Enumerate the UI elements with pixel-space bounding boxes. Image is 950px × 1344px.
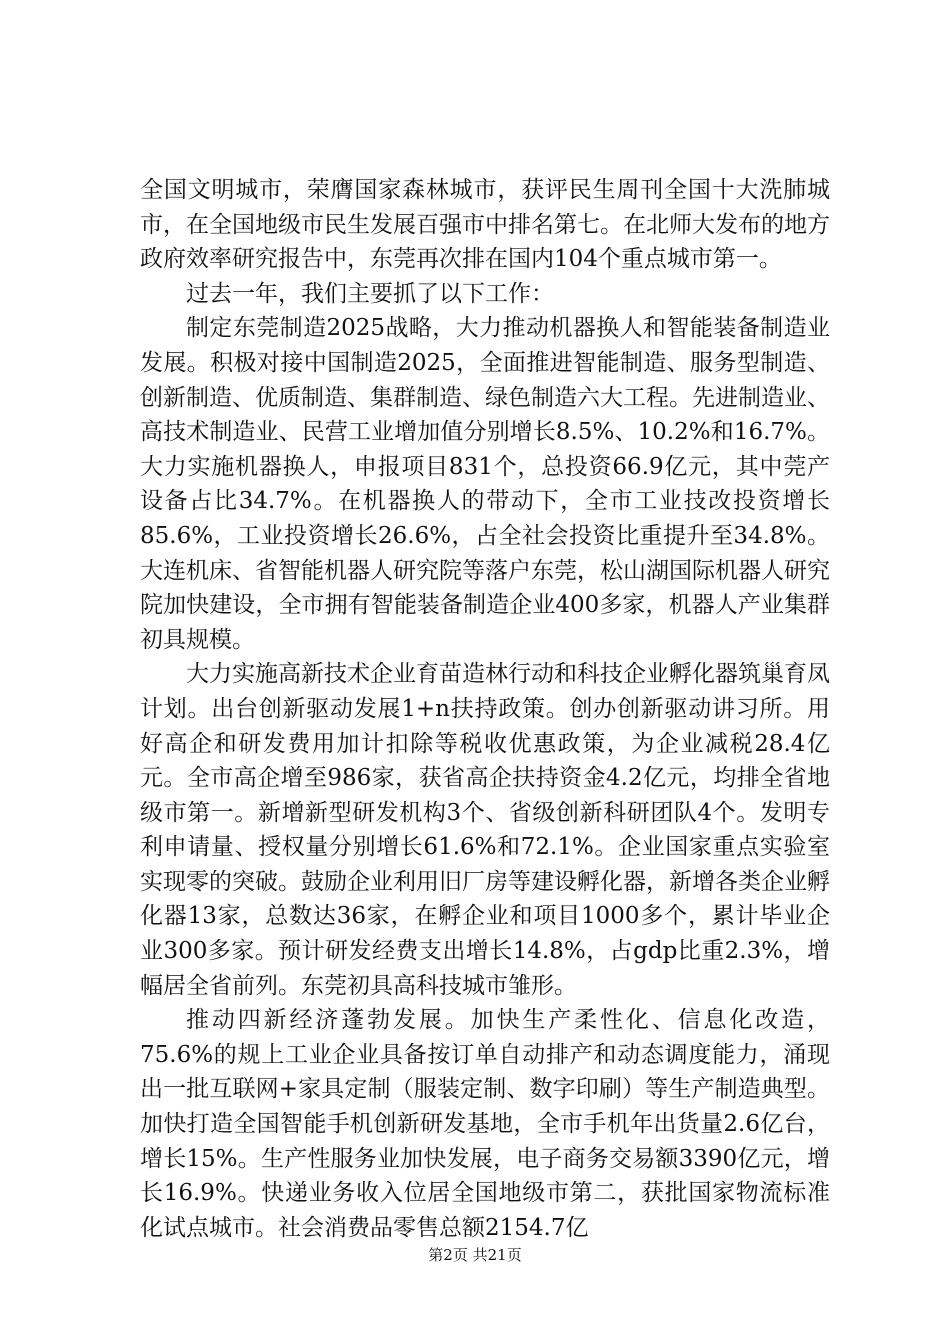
document-body [140,173,830,1245]
page-footer: 第2页 共21页 [428,1246,522,1264]
paragraph-intro: 全国文明城市，荣膺国家森林城市，获评民生周刊全国十大洗肺城市，在全国地级市民生发展百强市中排名第七。在北师大发布的地方政府效率研究报告中，东莞再次排在国内104个重点城市第一。 [140,177,830,273]
paragraph-high-tech: 大力实施高新技术企业育苗造林行动和科技企业孵化器筑巢育凤计划。出台创新驱动发展1+n扶持政策。创办创新驱动讲习所。用好高企和研发费用加计扣除等税收优惠政策，为企业减税28.4亿元。全市高企增至986家，获省高企扶持资金4.2亿元，均排全省地级市第一。新增新型研发机构3个、省级创新科研团队4个。发明专利申请量、授权量分别增长61.6%和72.1%。企业国家重点实验室实现零的突破。鼓励企业利用旧厂房等建设孵化器，新增各类企业孵化器13家，总数达36家，在孵企业和项目1000多个，累计毕业企业300多家。预计研发经费支出增长14.8%，占gdp比重2.3%，增幅居全省前列。东莞初具高科技城市雏形。 [140,661,830,999]
paragraph-new-economy: 推动四新经济蓬勃发展。加快生产柔性化、信息化改造，75.6%的规上工业企业具备按订单自动排产和动态调度能力，涌现出一批互联网+家具定制（服装定制、数字印刷）等生产制造典型。加快打造全国智能手机创新研发基地，全市手机年出货量2.6亿台，增长15%。生产性服务业加快发展，电子商务交易额3390亿元，增长16.9%。快递业务收入位居全国地级市第二，获批国家物流标准化试点城市。社会消费品零售总额2154.7亿 [140,1007,830,1241]
paragraph-manufacturing: 制定东莞制造2025战略，大力推动机器换人和智能装备制造业发展。积极对接中国制造2025，全面推进智能制造、服务型制造、创新制造、优质制造、集群制造、绿色制造六大工程。先进制造业、高技术制造业、民营工业增加值分别增长8.5%、10.2%和16.7%。大力实施机器换人，申报项目831个，总投资66.9亿元，其中莞产设备占比34.7%。在机器换人的带动下，全市工业技改投资增长85.6%，工业投资增长26.6%，占全社会投资比重提升至34.8%。大连机床、省智能机器人研究院等落户东莞，松山湖国际机器人研究院加快建设，全市拥有智能装备制造企业400多家，机器人产业集群初具规模。 [140,315,830,653]
paragraph-work-summary: 过去一年，我们主要抓了以下工作： [186,280,554,307]
